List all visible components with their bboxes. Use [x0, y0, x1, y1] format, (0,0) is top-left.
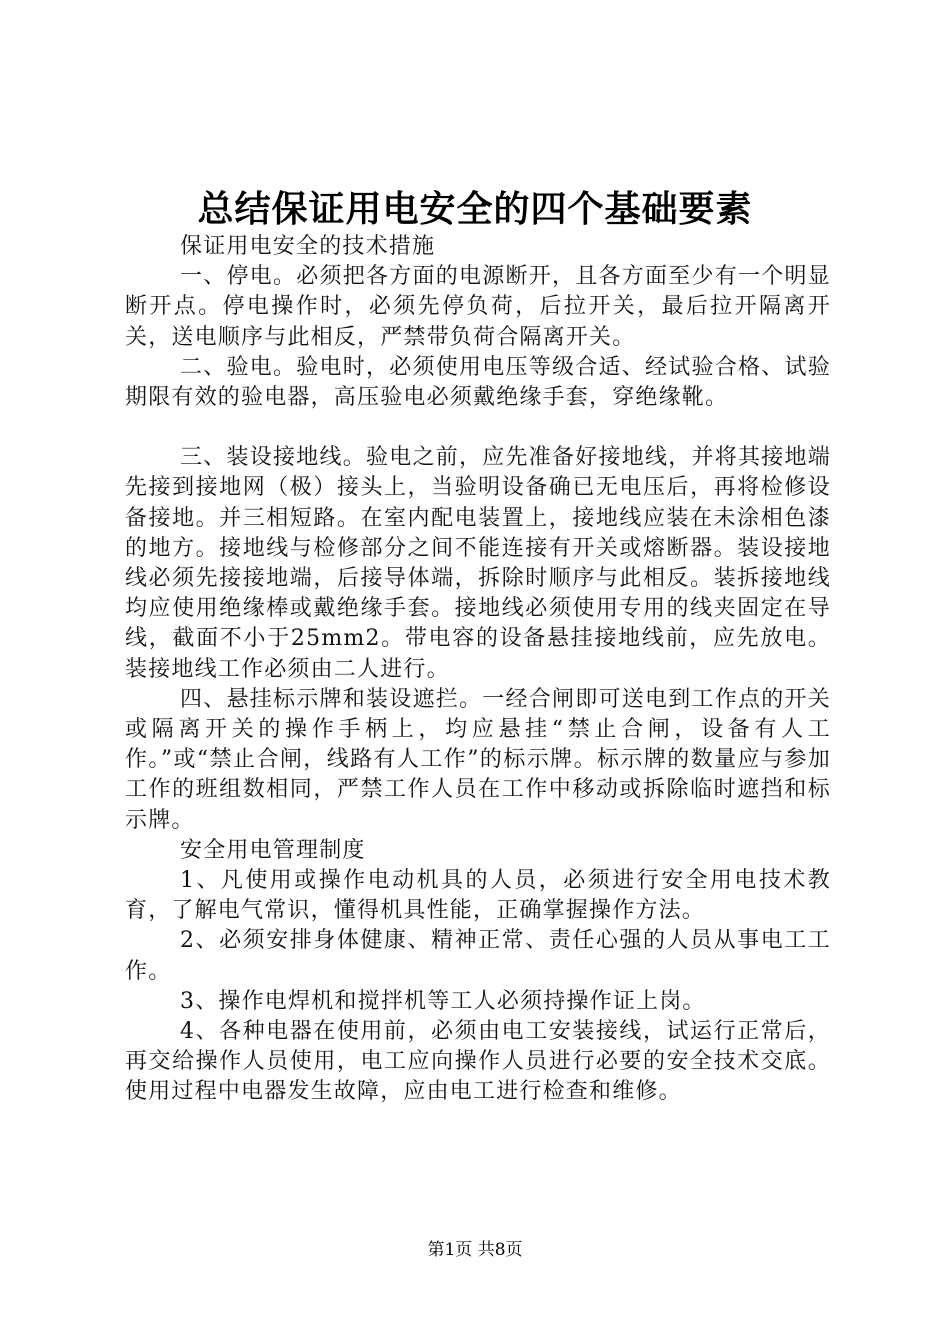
paragraph-grounding: 三、装设接地线。验电之前，应先准备好接地线，并将其接地端先接到接地网（极）接头上，当验明设备确已无电压后，再将检修设备接地。并三相短路。在室内配电装置上，接地线应装在未涂相色漆的地方。接地线与检修部分之间不能连接有开关或熔断器。装设接地线必须先接接地端，后接导体端，拆除时顺序与此相反。装拆接地线均应使用绝缘棒或戴绝缘手套。接地线必须使用专用的线夹固定在导线，截面不小于25mm2。带电容的设备悬挂接地线前，应先放电。装接地线工作必须由二人进行。 — [125, 445, 831, 682]
paragraph-voltage-test: 二、验电。验电时，必须使用电压等级合适、经试验合格、试验期限有效的验电器，高压验电必须戴绝缘手套，穿绝缘靴。 — [125, 354, 831, 411]
document-body — [125, 232, 831, 1108]
paragraph-rule-4: 4、各种电器在使用前，必须由电工安装接线，试运行正常后，再交给操作人员使用，电工应向操作人员进行必要的安全技术交底。使用过程中电器发生故障，应由电工进行检查和维修。 — [125, 1019, 831, 1105]
paragraph-power-off: 一、停电。必须把各方面的电源断开，且各方面至少有一个明显断开点。停电操作时，必须先停负荷，后拉开关，最后拉开隔离开关，送电顺序与此相反，严禁带负荷合隔离开关。 — [125, 264, 831, 350]
paragraph-rule-1: 1、凡使用或操作电动机具的人员，必须进行安全用电技术教育，了解电气常识，懂得机具性能，正确掌握操作方法。 — [125, 868, 831, 924]
section-heading-management-rules: 安全用电管理制度 — [180, 837, 366, 863]
page-indicator: 第1页 共8页 — [427, 1240, 523, 1260]
paragraph-rule-3: 3、操作电焊机和搅拌机等工人必须持操作证上岗。 — [180, 988, 706, 1014]
paragraph-rule-2: 2、必须安排身体健康、精神正常、责任心强的人员从事电工工作。 — [125, 928, 831, 984]
document-title: 总结保证用电安全的四个基础要素 — [197, 189, 753, 230]
section-heading-technical-measures: 保证用电安全的技术措施 — [180, 234, 436, 259]
paragraph-signs-barriers: 四、悬挂标示牌和装设遮拦。一经合闸即可送电到工作点的开关或隔离开关的操作手柄上，均应悬挂“禁止合闸，设备有人工作。”或“禁止合闸，线路有人工作”的标示牌。标示牌的数量应与参加工作的班组数相同，严禁工作人员在工作中移动或拆除临时遮挡和标示牌。 — [125, 686, 831, 833]
